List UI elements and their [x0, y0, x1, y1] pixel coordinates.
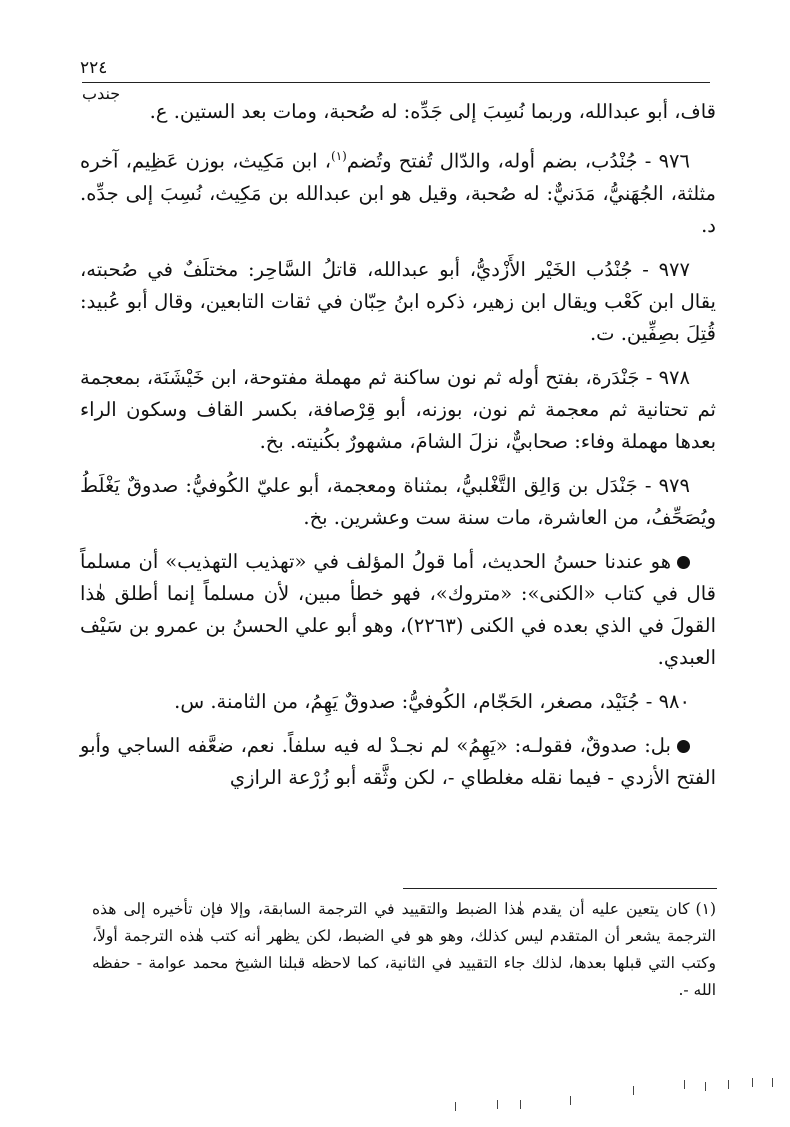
scan-speck	[633, 1086, 634, 1095]
entry-978: ٩٧٨ - جَنْدَرة، بفتح أوله ثم نون ساكنة ثم مهملة مفتوحة، ابن خَيْشَنَة، بمعجمة ثم تحتانية ثم معجمة ثم نون، بوزنه، أبو قِرْصافة، بكسر القاف وسكون الراء بعدها مهملة وفاء: صحابيٌّ، نزلَ الشامَ، مشهورٌ بكُنيته. بخ.	[80, 365, 716, 453]
bullet-dot-icon	[677, 740, 690, 753]
main-text	[80, 96, 716, 806]
scan-speck	[752, 1078, 753, 1087]
footnote-marker: (١)	[695, 900, 716, 918]
footnote-reference[interactable]: (١)	[331, 149, 347, 163]
entry-976	[80, 140, 716, 242]
entry-979: ٩٧٩ - جَنْدَل بن وَالِق التَّغْلبيُّ، بمثناة ومعجمة، أبو عليّ الكُوفيُّ: صدوقٌ يَغْلَطُ ويُصَحِّفُ، من العاشرة، مات سنة ست وعشرين. بخ.	[80, 473, 716, 529]
scan-speck	[455, 1102, 456, 1111]
scan-speck	[570, 1096, 571, 1105]
page-number: ٢٢٤	[80, 58, 108, 78]
entry-976-text-end: ، ابن مَكِيث، بوزن عَظِيم، آخره مثلثة، الجُهَنيُّ، مَدَنيٌّ: له صُحبة، وقيل هو ابن عبدالله بن مَكِيث، نُسِبَ إلى جدِّه. د.	[80, 149, 716, 237]
scan-speck	[497, 1100, 498, 1109]
header-rule	[82, 82, 710, 83]
entry-976-text-start: ٩٧٦ - جُنْدُب، بضم أوله، والدّال تُفتح وتُضم	[346, 149, 690, 173]
entry-980: ٩٨٠ - جُنَيْد، مصغر، الحَجّام، الكُوفيُّ: صدوقٌ يَهِمُ، من الثامنة. س.	[174, 689, 690, 713]
editor-note-980	[80, 730, 716, 794]
scan-speck	[728, 1080, 729, 1089]
editor-note-979-text: هو عندنا حسنُ الحديث، أما قولُ المؤلف في «تهذيب التهذيب» أن مسلماً قال في كتاب «الكنى»: «متروك»، فهو خطأ مبين، لأن مسلماً إنما أطلق هٰذا القولَ في الذي بعده في الكنى (٢٢٦٣)، وهو أبو علي الحسنُ بن عمرو بن سَيْف العبدي.	[80, 549, 716, 669]
scan-speck	[684, 1080, 685, 1089]
scan-speck	[520, 1100, 521, 1109]
footnote-1	[92, 896, 716, 1004]
editor-note-979	[80, 546, 716, 674]
footnote-text: كان يتعين عليه أن يقدم هٰذا الضبط والتقييد في الترجمة السابقة، وإلا فإن تأخيره إلى هذه الترجمة يشعر أن المتقدم ليس كذلك، وهو هو في الضبط، لكن يظهر أنه كتب هٰذه الترجمة أولاً، وكتب التي قبلها بعدها، لذلك جاء التقييد في الثانية، كما لاحظه قبلنا الشيخ محمد عوامة - حفظه الله -.	[92, 900, 716, 999]
editor-note-980-text: بل: صدوقٌ، فقولـه: «يَهِمُ» لم نجـدْ له فيه سلفاً. نعم، ضعَّفه الساجي وأبو الفتح الأزدي - فيما نقله مغلطاي -، لكن وثَّقه أبو زُرْعة الرازي	[80, 733, 716, 789]
paragraph-continuation: قاف، أبو عبدالله، وربما نُسِبَ إلى جَدِّه: له صُحبة، ومات بعد الستين. ع.	[149, 100, 716, 123]
entry-977: ٩٧٧ - جُنْدُب الخَيْر الأَزْديُّ، أبو عبدالله، قاتلُ السَّاحِر: مختلَفٌ في صُحبته، يقال ابن كَعْب ويقال ابن زهير، ذكره ابنُ حِبّان في ثقات التابعين، وقال أبو عُبيد: قُتِلَ بصِفِّين. ت.	[80, 257, 716, 345]
scan-speck	[705, 1082, 706, 1091]
bullet-dot-icon	[677, 556, 690, 569]
scan-speck	[772, 1078, 773, 1087]
running-head: جندب	[82, 84, 121, 103]
footnotes	[92, 896, 716, 1004]
footnote-separator	[403, 888, 717, 889]
